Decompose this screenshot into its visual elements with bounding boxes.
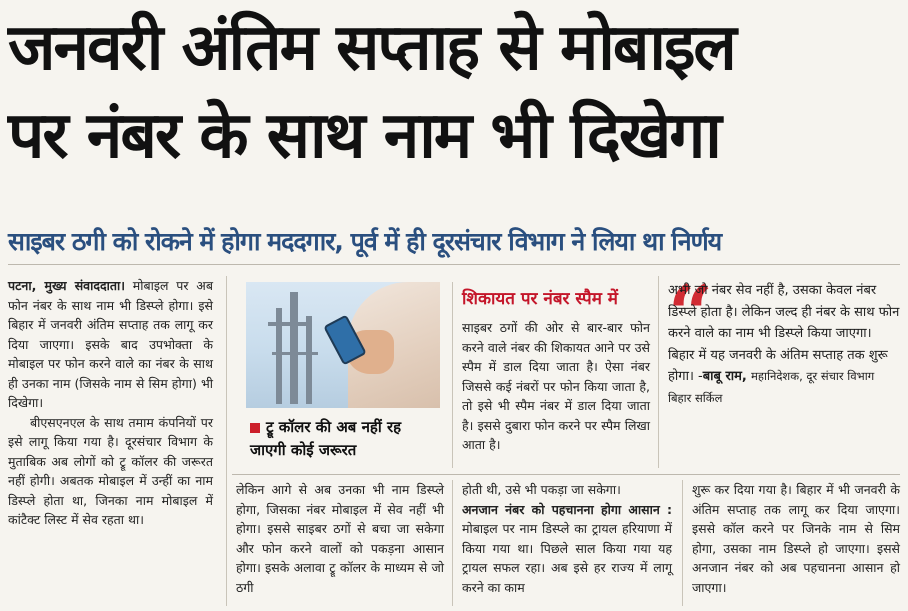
dateline: पटना, मुख्य संवाददाता। bbox=[8, 278, 125, 293]
headline bbox=[8, 4, 900, 180]
headline-line-2: पर नंबर के साथ नाम भी दिखेगा bbox=[8, 99, 720, 173]
subheadline: साइबर ठगी को रोकने में होगा मददगार, पूर्व में ही दूरसंचार विभाग ने लिया था निर्णय bbox=[8, 227, 722, 256]
column-divider bbox=[682, 480, 683, 606]
column1-para1: मोबाइल पर अब फोन नंबर के साथ नाम भी डिस्प्ले होगा। इसे बिहार में जनवरी अंतिम सप्ताह तक लागू कर दिया जाएगा। इसके बाद उपभोक्ता के मोबाइल पर फोन करने वाले का नंबर के साथ ही उनका नाम (जिसके नाम से सिम होगा) भी दिखेगा। bbox=[8, 278, 213, 410]
complaint-box-title: शिकायत पर नंबर स्पैम में bbox=[462, 289, 618, 309]
quote-block bbox=[668, 280, 900, 409]
photo-caption: ट्रू कॉलर की अब नहीं रह जाएगी कोई जरूरत bbox=[250, 418, 402, 459]
subhead-divider bbox=[8, 264, 900, 265]
article-column-4: शुरू कर दिया गया है। बिहार में भी जनवरी के अंतिम सप्ताह तक लागू कर दिया जाएगा। इससे कॉल करने पर जिनके नाम से सिम होगा, उसका नाम डिस्प्ले हो जाएगा। इससे अनजान नंबर को अब पहचानना आसान हो जाएगा। bbox=[692, 482, 900, 595]
subsection-heading: अनजान नंबर को पहचानना होगा आसान : bbox=[462, 501, 672, 517]
headline-line-1: जनवरी अंतिम सप्ताह से मोबाइल bbox=[8, 11, 735, 85]
quote-designation: महानिदेशक, दूर संचार विभाग बिहार सर्किल bbox=[668, 369, 875, 405]
box-divider bbox=[452, 282, 453, 468]
quote-mark-icon: “ bbox=[668, 269, 713, 360]
complaint-box-body: साइबर ठगों की ओर से बार-बार फोन करने वाले नंबर की शिकायत आने पर उसे स्पैम में डाल दिया जाता है। ऐसा नंबर जिससे कई नंबरों पर फोन किया जाता है, तो इसे भी स्पैम नंबर में डाल दिया जाता है। इससे दुबारा फोन करने पर स्पैम लिखा आता है। bbox=[462, 320, 650, 452]
article-column-3: होती थी, उसे भी पकड़ा जा सकेगा। अनजान नंबर को पहचानना होगा आसान : मोबाइल पर नाम डिस्प्ले का ट्रायल हरियाणा में किया गया था। पिछले साल किया गया यह ट्रायल सफल रहा। अब इसे हर राज्य में लागू करने का काम bbox=[462, 482, 672, 595]
column1-para2: बीएसएनएल के साथ तमाम कंपनियों पर इसे लागू किया गया है। दूरसंचार विभाग के मुताबिक अब लोगों को ट्रू कॉलर की जरूरत नहीं होगी। अबतक मोबाइल में उन्हीं का नाम डिस्प्ले होता था, जिनका नाम मोबाइल में कांटैक्ट लिस्ट में सेव रहता था। bbox=[8, 414, 213, 527]
column-divider bbox=[226, 276, 227, 606]
quote-speaker: बाबू राम, bbox=[702, 369, 747, 384]
box-divider bbox=[658, 276, 659, 468]
column-divider bbox=[452, 480, 453, 606]
article-column-2: लेकिन आगे से अब उनका भी नाम डिस्प्ले होगा, जिसका नंबर मोबाइल में सेव नहीं भी होगा। इससे साइबर ठगों से बचा जा सकेगा और फोन करने वालों को पकड़ना आसान होगा। इसके अलावा ट्रू कॉलर के माध्यम से जो ठगी bbox=[236, 482, 444, 595]
article-column-1 bbox=[8, 276, 213, 530]
quote-text: अभी जो नंबर सेव नहीं है, उसका केवल नंबर डिस्प्ले होता है। लेकिन जल्द ही नंबर के साथ फोन करने वाले का नाम भी डिस्प्ले किया जाएगा। बिहार में यह जनवरी के अंतिम सप्ताह तक शुरू होगा। - bbox=[668, 283, 900, 384]
bullet-square-icon bbox=[250, 423, 260, 433]
bottom-divider bbox=[232, 474, 900, 475]
